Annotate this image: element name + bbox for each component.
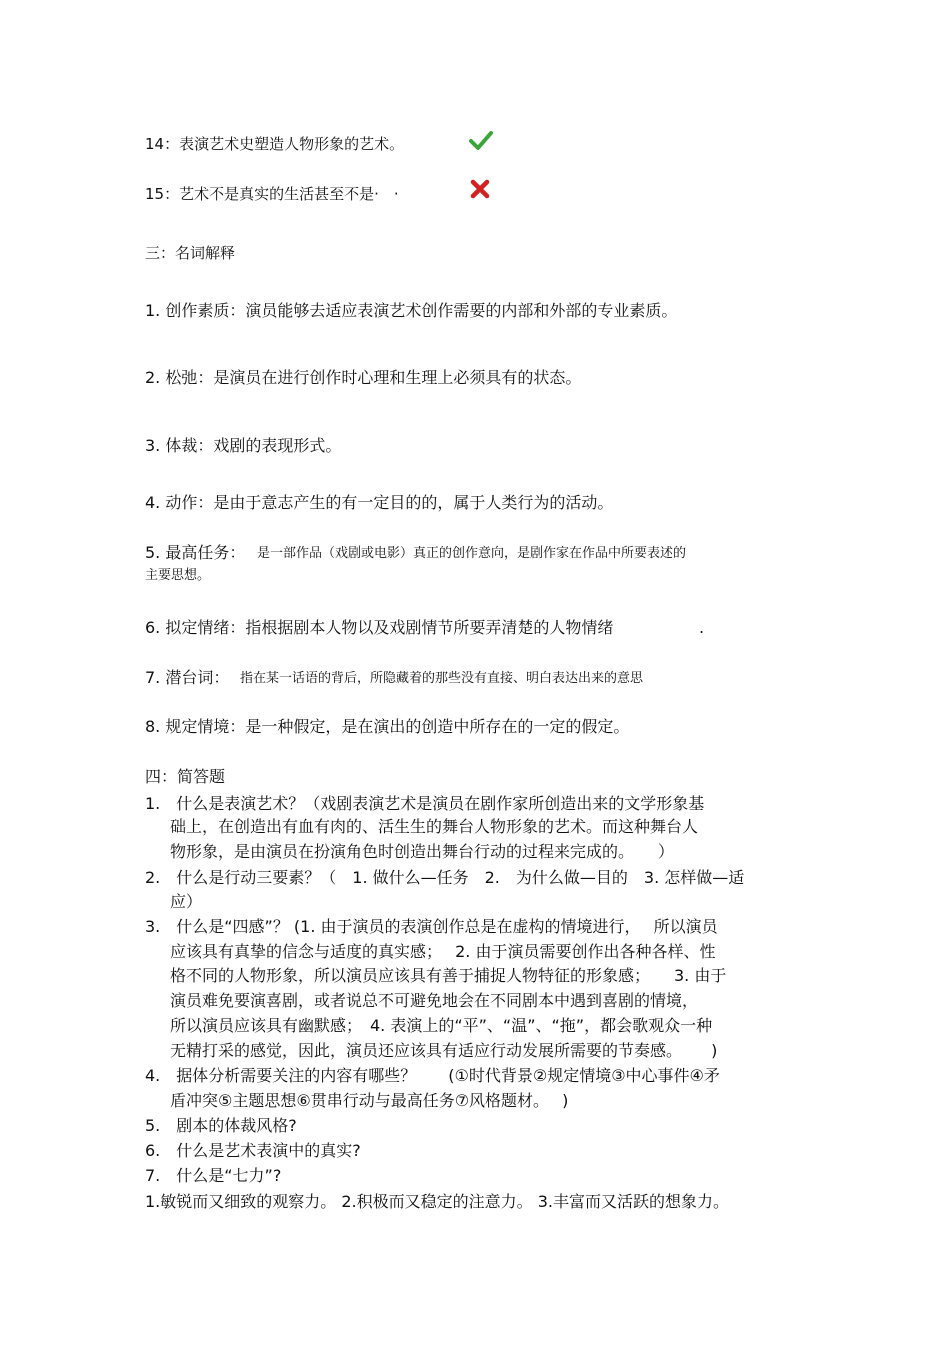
term-6-tail: . [699,618,705,637]
question-3-line6: 无精打采的感觉，因此，演员还应该具有适应行动发展所需要的节奏感。 ) [170,1041,718,1060]
question-3-line4: 演员难免要演喜剧，或者说总不可避免地会在不同剧本中遇到喜剧的情境， [170,991,699,1010]
term-7-label: 7. 潜台词： [145,668,230,687]
question-6: 6. 什么是艺术表演中的真实? [145,1141,361,1160]
question-3-line3: 格不同的人物形象，所以演员应该具有善于捕捉人物特征的形象感； 3. 由于 [170,966,727,985]
term-6: 6. 拟定情绪：指根据剧本人物以及戏剧情节所要弄清楚的人物情绪 [145,618,614,637]
question-3-line2: 应该具有真挚的信念与适度的真实感； 2. 由于演员需要创作出各种各样、性 [170,942,716,961]
question-1-line1: 1. 什么是表演艺术？（戏剧表演艺术是演员在剧作家所创造出来的文学形象基 [145,794,705,813]
term-8: 8. 规定情境：是一种假定，是在演出的创造中所存在的一定的假定。 [145,717,630,736]
question-4-line1: 4. 据体分析需要关注的内容有哪些？ (①时代背景②规定情境③中心事件④矛 [145,1066,720,1085]
question-2-line2: 应） [170,892,203,911]
term-4: 4. 动作：是由于意志产生的有一定目的的，属于人类行为的活动。 [145,493,614,512]
question-7: 7. 什么是“七力”? [145,1166,282,1185]
term-5-body-line2: 主要思想。 [145,568,211,583]
term-5-label: 5. 最高任务： [145,543,246,562]
term-1: 1. 创作素质：演员能够去适应表演艺术创作需要的内部和外部的专业素质。 [145,301,678,320]
term-3: 3. 体裁：戏剧的表现形式。 [145,436,342,455]
question-3-line5: 所以演员应该具有幽默感； 4. 表演上的“平”、“温”、“拖”，都会歌观众一种 [170,1016,713,1035]
term-2: 2. 松弛：是演员在进行创作时心理和生理上必须具有的状态。 [145,368,582,387]
seven-abilities-line: 1.敏锐而又细致的观察力。 2.积极而又稳定的注意力。 3.丰富而又活跃的想象力。 [145,1192,729,1211]
question-2-line1: 2. 什么是行动三要素？（ 1. 做什么—任务 2. 为什么做—目的 3. 怎样做—适 [145,868,745,887]
check-icon [469,130,493,152]
question-3-line1: 3. 什么是“四感”？ (1. 由于演员的表演创作总是在虚构的情境进行， 所以演员 [145,917,718,936]
judge-item-15: 15：艺术不是真实的生活甚至不是· · [145,185,399,203]
question-1-line2: 础上，在创造出有血有肉的、活生生的舞台人物形象的艺术。而这种舞台人 [170,817,699,836]
section-title-questions: 四：简答题 [145,767,226,786]
section-title-terms: 三：名词解释 [145,244,236,262]
cross-icon [470,179,490,199]
question-1-line3: 物形象，是由演员在扮演角色时创造出舞台行动的过程来完成的。 ） [170,842,675,861]
question-4-line2: 盾冲突⑤主题思想⑥贯串行动与最高任务⑦风格题材。 ) [170,1091,569,1110]
judge-item-14: 14：表演艺术史塑造人物形象的艺术。 [145,135,405,153]
question-5: 5. 剧本的体裁风格? [145,1116,297,1135]
term-5-body-line1: 是一部作品（戏剧或电影）真正的创作意向，是剧作家在作品中所要表述的 [257,546,687,561]
term-7-body: 指在某一话语的背后，所隐藏着的那些没有直接、明白表达出来的意思 [240,671,644,686]
